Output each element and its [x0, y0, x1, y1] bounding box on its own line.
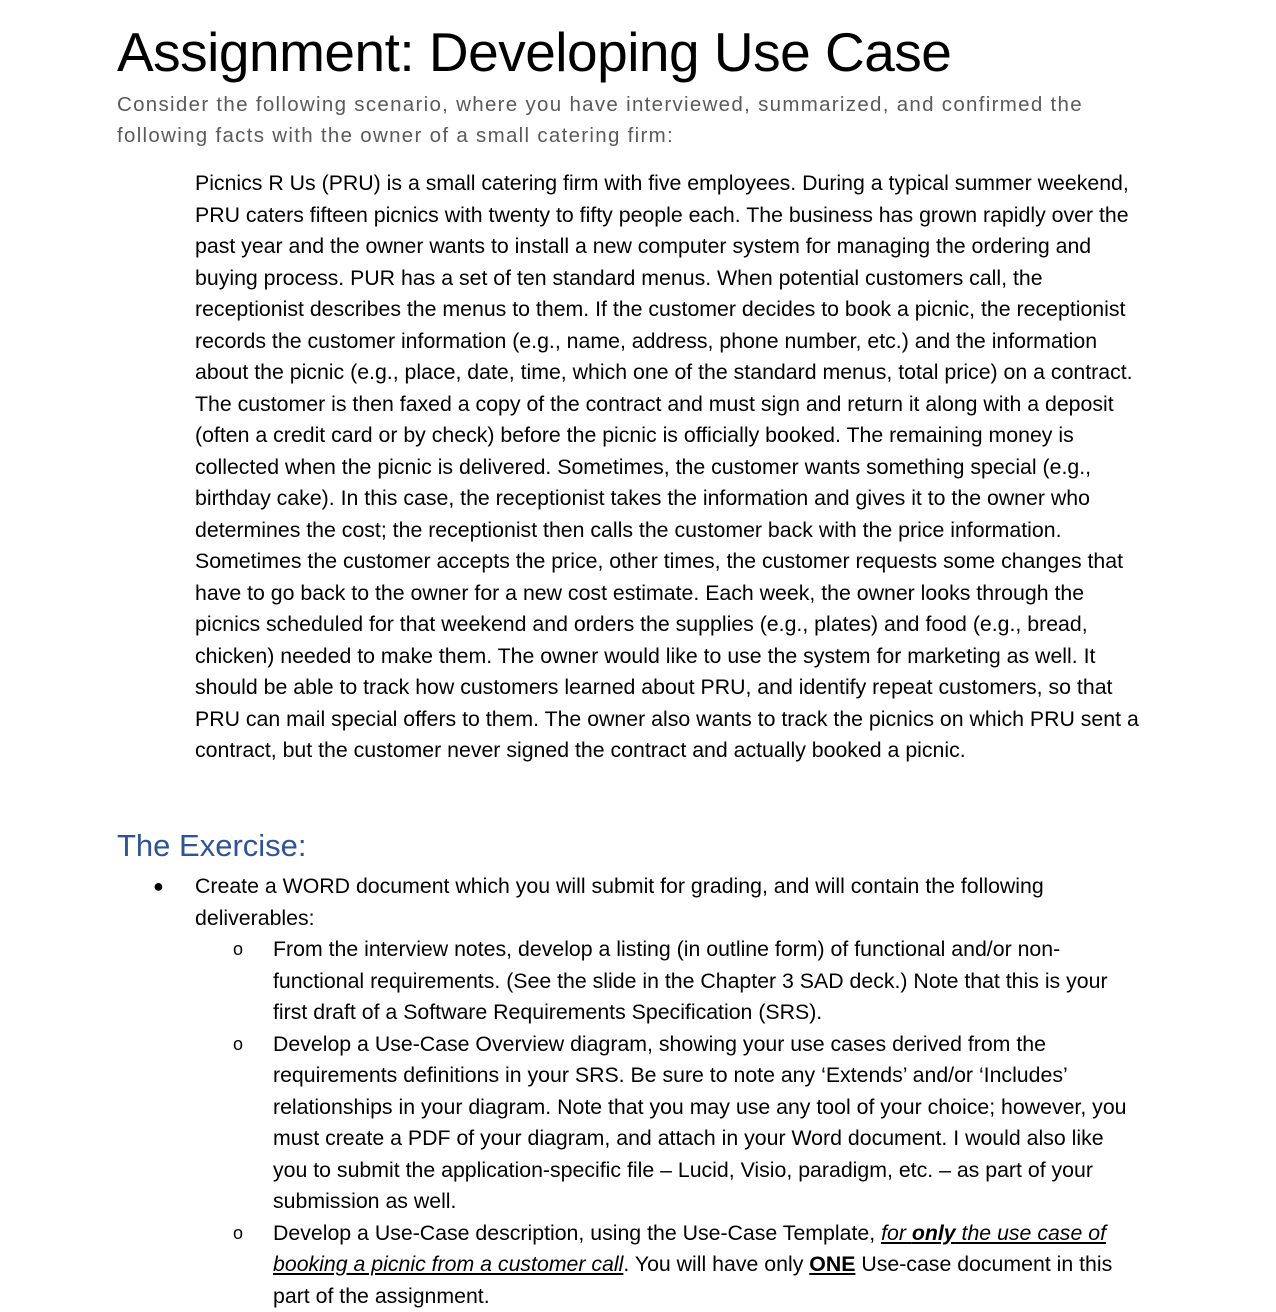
sub-list-item	[273, 1218, 1135, 1312]
sub-list-item	[273, 934, 1135, 1029]
one-emphasis: ONE	[809, 1252, 855, 1276]
emphasis-text: for only the use case of booking a picnic from a customer call	[273, 1221, 1106, 1277]
sub-list-item-text: From the interview notes, develop a listing (in outline form) of functional and/or non-functional requirements. (See the slide in the Chapter 3 SAD deck.) Note that this is your first draft of a Software Requirements Specification (SRS).	[273, 937, 1108, 1024]
scenario-paragraph: Picnics R Us (PRU) is a small catering firm with five employees. During a typical summer weekend, PRU caters fifteen picnics with twenty to fifty people each. The business has grown rapidly over the past year and the owner wants to install a new computer system for managing the ordering and buying process. PUR has a set of ten standard menus. When potential customers call, the receptionist describes the menus to them. If the customer decides to book a picnic, the receptionist records the customer information (e.g., name, address, phone number, etc.) and the information about the picnic (e.g., place, date, time, which one of the standard menus, total price) on a contract. The customer is then faxed a copy of the contract and must sign and return it along with a deposit (often a credit card or by check) before the picnic is officially booked. The remaining money is collected when the picnic is delivered. Sometimes, the customer wants something special (e.g., birthday cake). In this case, the receptionist takes the information and gives it to the owner who determines the cost; the receptionist then calls the customer back with the price information. Sometimes the customer accepts the price, other times, the customer requests some changes that have to go back to the owner for a new cost estimate. Each week, the owner looks through the picnics scheduled for that weekend and orders the supplies (e.g., plates) and food (e.g., bread, chicken) needed to make them. The owner would like to use the system for marketing as well. It should be able to track how customers learned about PRU, and identify repeat customers, so that PRU can mail special offers to them. The owner also wants to track the picnics on which PRU sent a contract, but the customer never signed the contract and actually booked a picnic.	[195, 168, 1140, 767]
list-item	[195, 871, 1135, 934]
item-lead-text: Develop a Use-Case description, using the Use-Case Template,	[273, 1221, 881, 1245]
bullet-icon: ●	[153, 871, 173, 903]
document-title: Assignment: Developing Use Case	[117, 20, 951, 84]
circle-bullet-icon: o	[233, 1218, 243, 1250]
exercise-list	[0, 871, 1276, 1312]
list-item-text: Create a WORD document which you will submit for grading, and will contain the following deliverables:	[195, 874, 1044, 930]
sub-list-item-text: Develop a Use-Case Overview diagram, showing your use cases derived from the requirements definitions in your SRS. Be sure to note any ‘Extends’ and/or ‘Includes’ relationships in your diagram. Note that you may use any tool of your choice; however, you must create a PDF of your diagram, and attach in your Word document. I would also like you to submit the application-specific file – Lucid, Visio, paradigm, etc. – as part of your submission as well.	[273, 1032, 1127, 1214]
sub-list-item	[273, 1029, 1135, 1218]
exercise-heading: The Exercise:	[117, 825, 307, 867]
only-emphasis: only	[912, 1221, 956, 1245]
sub-list-item-text	[273, 1221, 1112, 1308]
item-tail-text: Use-case document in this part of the assignment.	[273, 1252, 1112, 1308]
item-mid-text: . You will have only	[623, 1252, 809, 1276]
circle-bullet-icon: o	[233, 1029, 243, 1061]
circle-bullet-icon: o	[233, 934, 243, 966]
document-subtitle: Consider the following scenario, where you have interviewed, summarized, and confirmed the following facts with the owner of a small catering firm:	[117, 89, 1097, 151]
